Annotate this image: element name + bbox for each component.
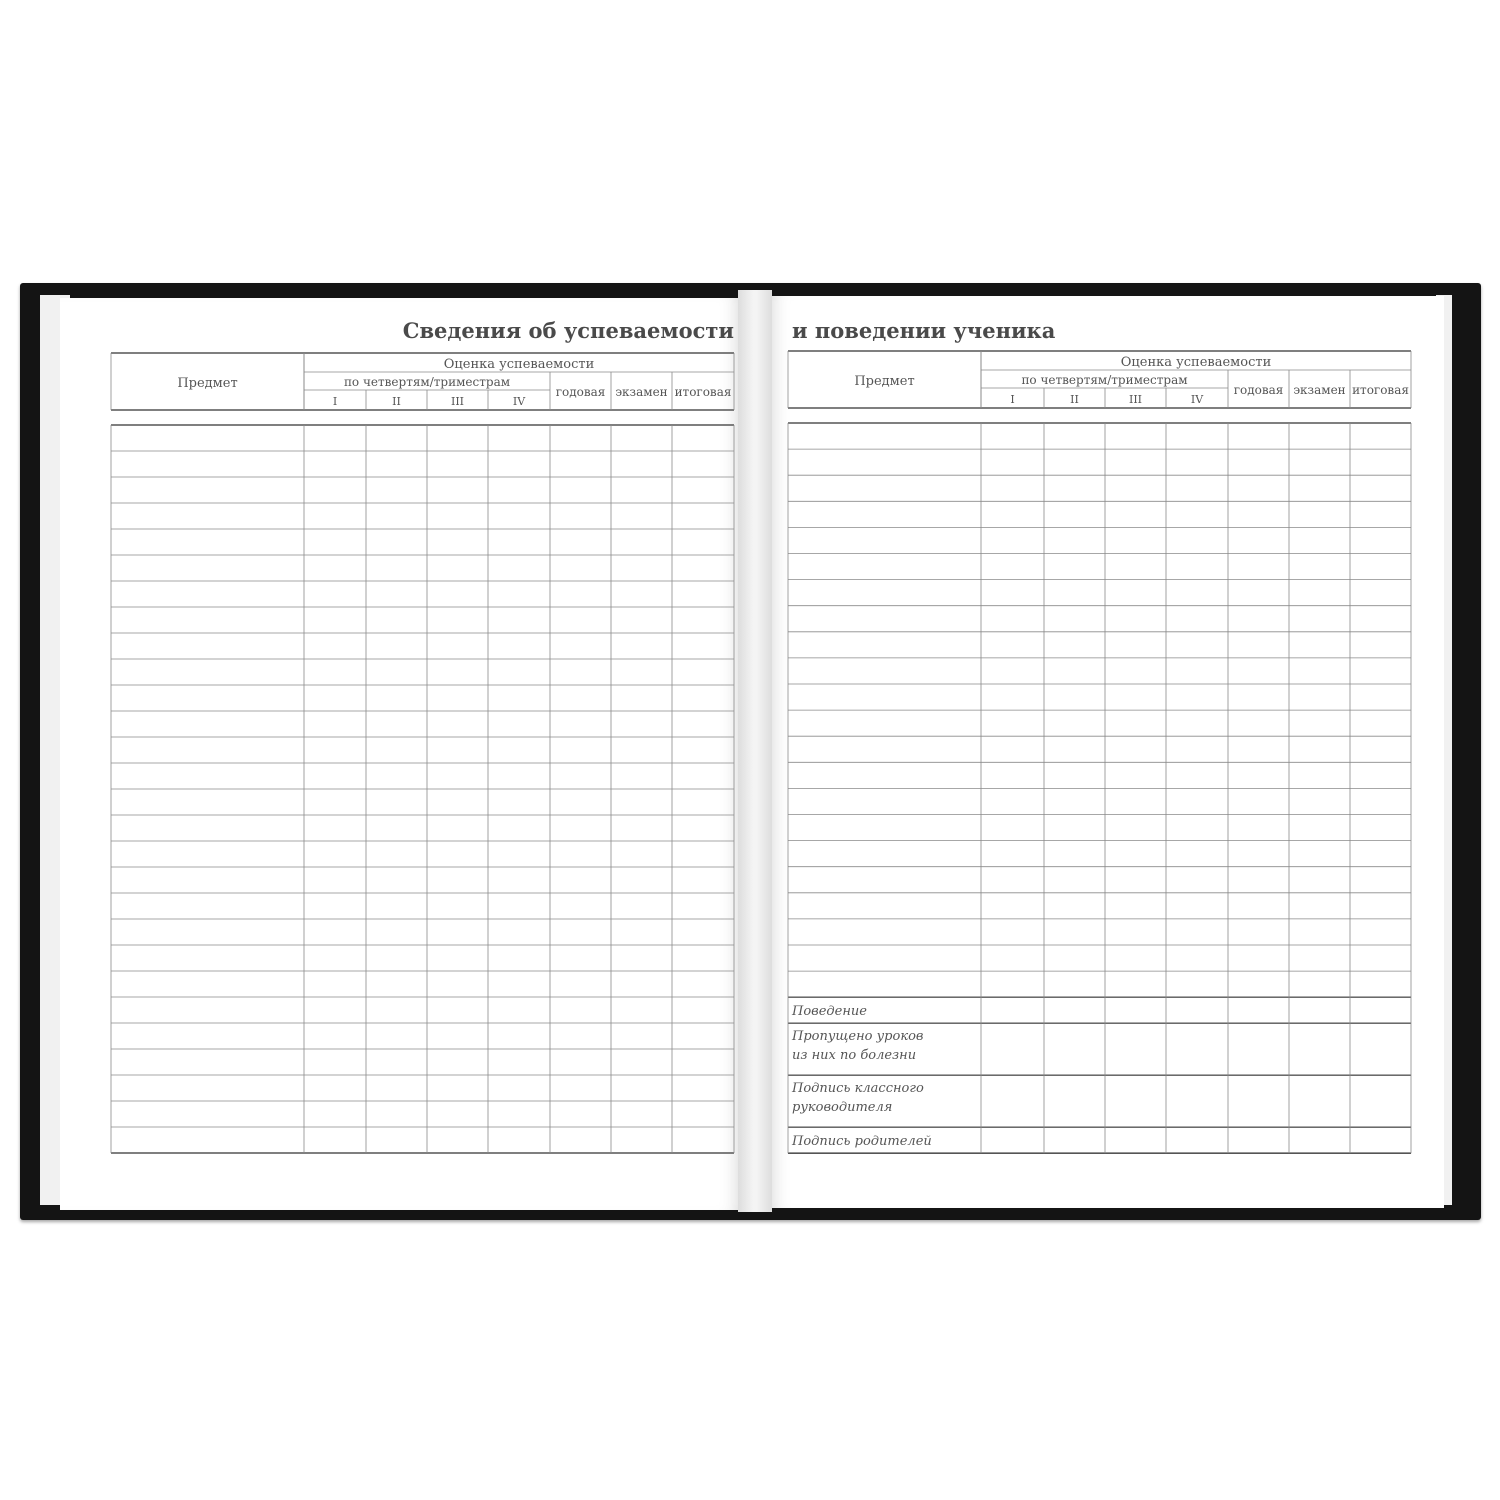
left-terms-header: по четвертям/триместрам <box>343 375 511 389</box>
left-term-2: II <box>392 395 401 408</box>
left-subject-header: Предмет <box>177 376 238 391</box>
left-term-4: IV <box>512 395 526 408</box>
left-exam-header: экзамен <box>615 385 668 399</box>
right-annual-header: годовая <box>1233 383 1284 397</box>
right-terms-header: по четвертям/триместрам <box>1021 373 1188 387</box>
left-final-header: итоговая <box>674 385 732 399</box>
right-exam-header: экзамен <box>1293 383 1346 397</box>
right-grades-header: Оценка успеваемости <box>1120 355 1272 370</box>
right-page-title: и поведении ученика <box>792 318 1056 343</box>
right-footer-label-1-0: Пропущено уроков <box>792 1029 924 1045</box>
right-term-3: III <box>1128 393 1143 406</box>
left-grades-header: Оценка успеваемости <box>443 357 595 372</box>
right-term-4: IV <box>1190 393 1204 406</box>
left-term-1: I <box>332 395 338 408</box>
right-term-1: I <box>1010 393 1015 406</box>
right-subject-header: Предмет <box>854 374 915 389</box>
right-footer-label-1-1: из них по болезни <box>792 1048 917 1064</box>
right-footer-label-0-0: Поведение <box>792 1004 867 1020</box>
right-footer-label-3-0: Подпись родителей <box>792 1134 932 1150</box>
right-final-header: итоговая <box>1352 383 1409 397</box>
left-page-title: Сведения об успеваемости <box>402 318 734 343</box>
right-footer-label-2-0: Подпись классного <box>792 1081 924 1097</box>
right-term-2: II <box>1070 393 1079 406</box>
left-term-3: III <box>450 395 465 408</box>
left-annual-header: годовая <box>555 385 606 399</box>
right-footer-label-2-1: руководителя <box>792 1100 893 1116</box>
